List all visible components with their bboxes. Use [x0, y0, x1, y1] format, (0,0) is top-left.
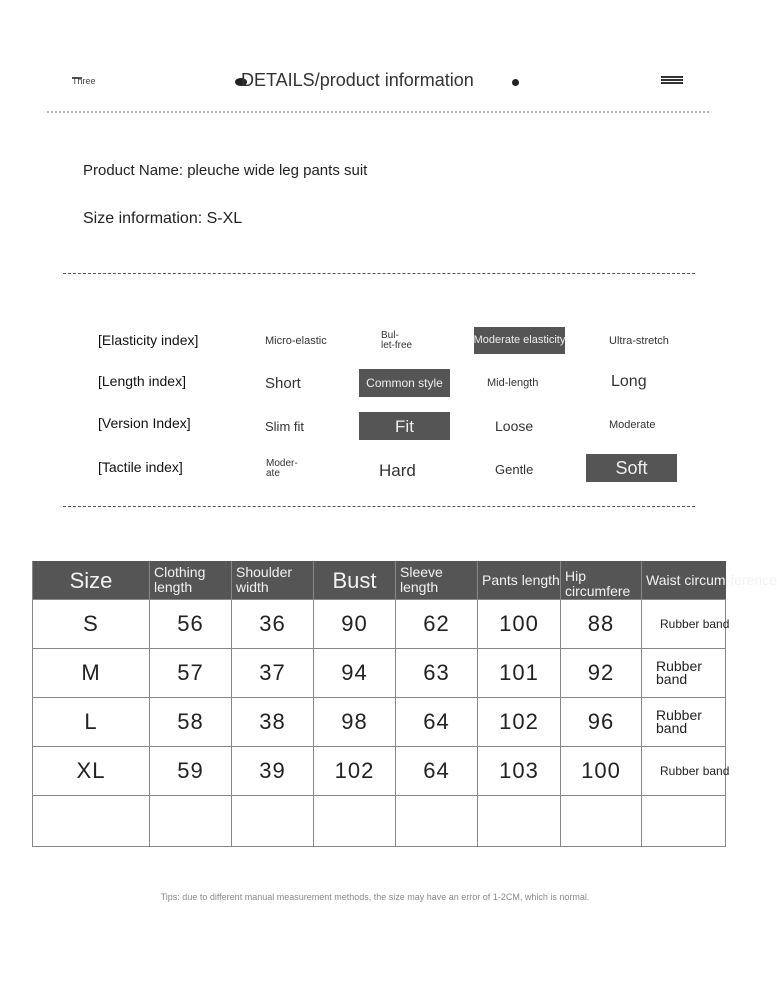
length-option: Long: [611, 373, 647, 390]
size-cell: L: [33, 698, 150, 747]
size-information: Size information: S-XL: [83, 210, 243, 227]
col-header: Pants length: [478, 561, 561, 600]
table-cell: 100: [478, 600, 561, 649]
elasticity-option: Ultra-stretch: [609, 335, 669, 347]
col-header: Waist circum-ference: [642, 561, 726, 600]
col-header: Clothing length: [150, 561, 232, 600]
table-cell: 56: [150, 600, 232, 649]
product-name: Product Name: pleuche wide leg pants suit: [83, 162, 368, 179]
elasticity-option: Bul- let-free: [381, 330, 413, 351]
table-cell: 94: [314, 649, 396, 698]
dashed-divider-bottom: [63, 506, 695, 507]
table-cell: 39: [232, 747, 314, 796]
table-cell: 100: [561, 747, 642, 796]
version-option: Slim fit: [265, 419, 304, 434]
length-option: Short: [265, 375, 301, 392]
size-cell: S: [33, 600, 150, 649]
header-dot-right: [512, 79, 519, 86]
table-cell: 36: [232, 600, 314, 649]
table-cell: 102: [478, 698, 561, 747]
version-option: Moderate: [609, 419, 656, 431]
dashed-divider-top: [63, 273, 695, 274]
table-cell: 103: [478, 747, 561, 796]
tactile-option: Hard: [379, 461, 416, 480]
length-index-label: [Length index]: [98, 373, 186, 389]
table-cell: 64: [396, 698, 478, 747]
table-cell: Rubber band: [642, 698, 726, 747]
table-cell: Rubber band: [642, 600, 726, 649]
version-index-label: [Version Index]: [98, 415, 191, 431]
table-row: [33, 747, 726, 796]
table-header-row: [33, 561, 726, 600]
table-cell: 102: [314, 747, 396, 796]
table-cell: 58: [150, 698, 232, 747]
tactile-option-selected: Soft: [586, 454, 677, 482]
table-row: [33, 600, 726, 649]
tactile-index-label: [Tactile index]: [98, 459, 183, 475]
elasticity-option-selected: Moderate elasticity: [474, 327, 565, 354]
size-cell: XL: [33, 747, 150, 796]
elasticity-option: Micro-elastic: [265, 335, 327, 347]
table-cell: 98: [314, 698, 396, 747]
table-cell: 37: [232, 649, 314, 698]
table-cell: 63: [396, 649, 478, 698]
table-cell: 59: [150, 747, 232, 796]
table-cell: 88: [561, 600, 642, 649]
length-option: Mid-length: [487, 377, 539, 389]
page-title: DETAILS/product information: [241, 70, 474, 90]
col-header: Bust: [314, 561, 396, 600]
col-header: Sleeve length: [396, 561, 478, 600]
menu-icon: [661, 76, 683, 84]
size-table: [32, 561, 777, 847]
tactile-option: Moder- ate: [266, 458, 298, 479]
col-header: Shoulder width: [232, 561, 314, 600]
table-cell: 38: [232, 698, 314, 747]
table-cell: 57: [150, 649, 232, 698]
table-cell: 92: [561, 649, 642, 698]
version-option: Loose: [495, 418, 534, 434]
table-cell: 101: [478, 649, 561, 698]
table-row: [33, 698, 726, 747]
table-cell: 96: [561, 698, 642, 747]
elasticity-index-label: [Elasticity index]: [98, 332, 199, 348]
col-header: Hip circumfere: [561, 561, 642, 600]
size-cell: M: [33, 649, 150, 698]
dotted-divider: [46, 110, 710, 114]
tip-text: Tips: due to different manual measurement methods, the size may have an error of 1-2CM, which is normal.: [160, 892, 590, 902]
tactile-option: Gentle: [495, 462, 534, 477]
table-cell: 64: [396, 747, 478, 796]
length-option-selected: Common style: [359, 369, 450, 397]
table-row: [33, 649, 726, 698]
header-left-label: Three: [72, 76, 96, 86]
version-option-selected: Fit: [359, 412, 450, 440]
col-header: Size: [33, 561, 150, 600]
table-cell: 90: [314, 600, 396, 649]
table-row-empty: [33, 796, 726, 847]
table-cell: Rubber band: [642, 649, 726, 698]
table-cell: 62: [396, 600, 478, 649]
table-cell: Rubber band: [642, 747, 726, 796]
